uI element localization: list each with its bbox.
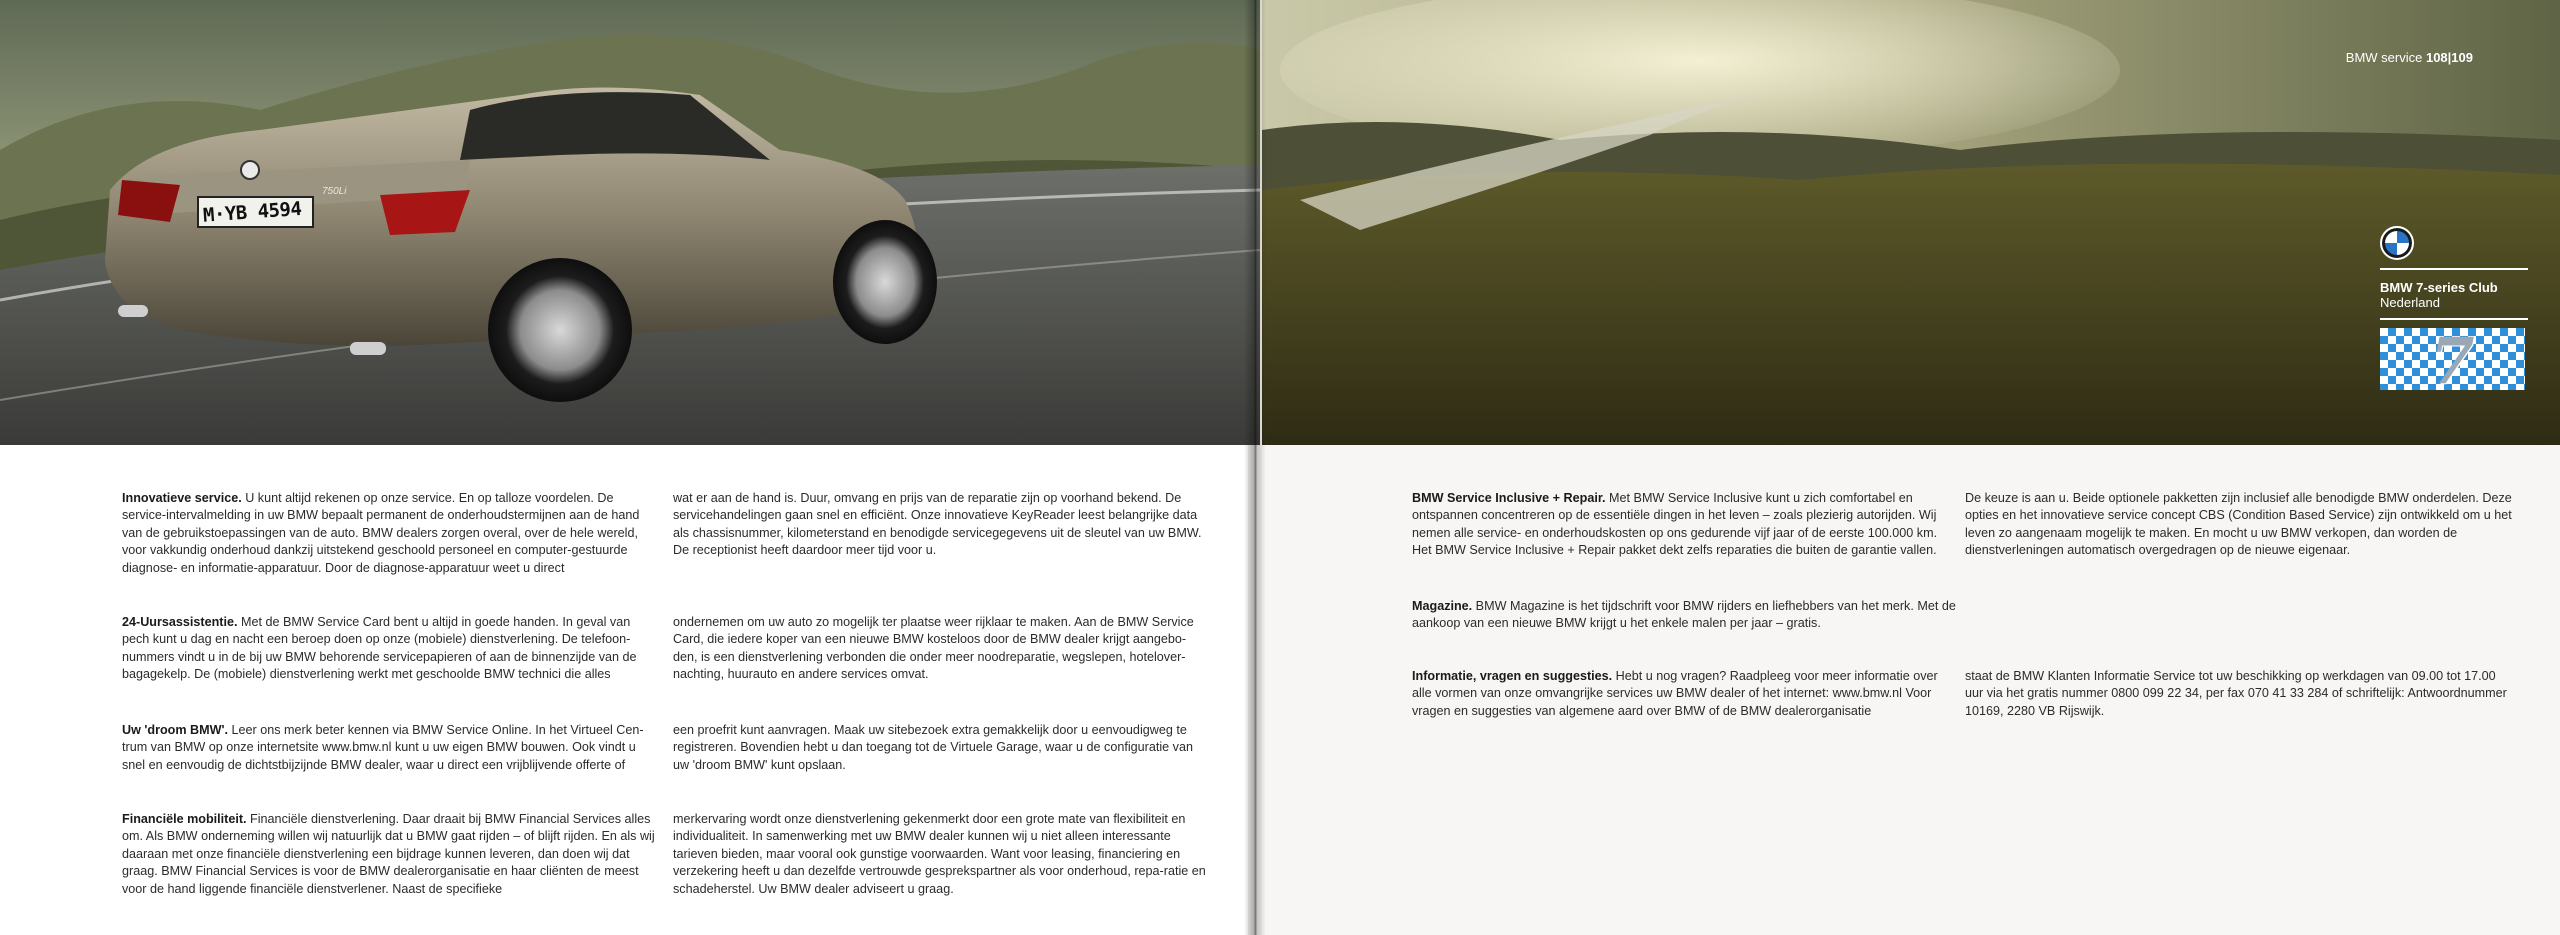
club-logo [2380,226,2528,396]
book-gutter [1244,0,1266,935]
informatie-col2 [1965,668,2515,720]
informatie-col1 [1412,668,1957,720]
body-text: U kunt altijd rekenen op onze service. En op talloze voordelen. De service-intervalmelding in uw BMW bepaalt permanent de onderhoudstermijnen aan de hand van de gebruikstoepassingen van de auto. BMW dealers zorgen overal, over de hele wereld, voor vakkundig onderhoud dankzij uitstekend geschoold personeel en computer-gestuurde diagnose- en informatie-apparatuur. Door de diagnose-apparatuur weet u direct [122,491,640,575]
club-title: BMW 7-series Club [2380,280,2498,295]
service-inclusive-col1 [1412,490,1957,560]
body-text: staat de BMW Klanten Informatie Service tot uw beschikking op werkdagen van 09.00 tot 17.00 uur via het gratis nummer 0800 099 22 34, per fax 070 41 33 284 of schriftelijk: Antwoordnummer 10169, 2280 VB Rijswijk. [1965,669,2507,718]
divider [2380,318,2528,320]
section-heading: BMW Service Inclusive + Repair. [1412,491,1606,505]
license-plate: M·YB 4594 [202,197,303,227]
model-badge: 750Li [322,186,347,197]
hero-photo [0,0,2560,445]
body-text: merkervaring wordt onze dienstverlening gekenmerkt door een grote mate van flexibiliteit en individualiteit. In samenwerking met uw BMW dealer kunnen wij u niet alleen interessante tarieven bieden, maar vooral ook gunstige voorwaarden. Want voor leasing, financiering en verzekering heeft u dan dezelfde vertrouwde gesprekspartner als voor onderhoud, repa-ratie en schadeherstel. Uw BMW dealer adviseert u graag. [673,812,1206,896]
seven-series-badge-icon: 7 [2380,328,2525,390]
folio-pages: 108|109 [2425,50,2473,65]
uursassistentie-col2 [673,614,1208,684]
section-heading: Uw 'droom BMW'. [122,723,229,737]
section-heading: 24-Uursassistentie. [122,615,238,629]
body-text: Hebt u nog vragen? Raadpleeg voor meer informatie over alle vormen van onze omvangrijke services uw BMW dealer of het internet: www.bmw.nl Voor vragen en suggesties van algemene aard over BMW of de BMW dealerorganisatie [1412,669,1938,718]
innovatieve-service-col1 [122,490,657,577]
body-text: wat er aan de hand is. Duur, omvang en prijs van de reparatie zijn op voorhand bekend. De servicehandelingen gaan snel en efficiënt. Onze innovatieve KeyReader leest belangrijke data als chassisnummer, kilometerstand en benodigde servicegegevens uit de sleutel van uw BMW. De receptionist heeft daardoor meer tijd voor u. [673,491,1202,558]
financiele-mobiliteit-col1 [122,811,657,898]
section-heading: Magazine. [1412,599,1473,613]
body-text: Financiële dienstverlening. Daar draait bij BMW Financial Services alles om. Als BMW onderneming willen wij natuurlijk dat u BMW gaat rijden – of blijft rijden. En als wij daaraan met onze financiële dienstverlening een bijdrage kunnen leveren, dan doen wij dat graag. BMW Financial Services is voor de BMW dealerorganisatie en haar cliënten de meest voor de hand liggende financiële dienstverlener. Naast de specifieke [122,812,655,896]
divider [2380,268,2528,270]
droom-bmw-col2 [673,722,1208,774]
droom-bmw-col1 [122,722,657,774]
folio-section: BMW service [2345,50,2423,65]
page-folio [2346,50,2473,65]
section-heading: Innovatieve service. [122,491,242,505]
body-text: BMW Magazine is het tijdschrift voor BMW rijders en liefhebbers van het merk. Met de aankoop van een nieuwe BMW krijgt u het enkele malen per jaar – gratis. [1412,599,1956,631]
uursassistentie-col1 [122,614,657,684]
financiele-mobiliteit-col2 [673,811,1208,898]
service-inclusive-col2 [1965,490,2515,560]
magazine-col1 [1412,598,1957,633]
body-text: ondernemen om uw auto zo mogelijk ter plaatse weer rijklaar te maken. Aan de BMW Service Card, die iedere koper van een nieuwe BMW kosteloos door de BMW dealer krijgt aangebo-den, is een dienstverlening verbonden die onder meer noodreparatie, wegslepen, hotelover-nachting, huurauto en andere services omvat. [673,615,1194,682]
section-heading: Informatie, vragen en suggesties. [1412,669,1613,683]
bmw-roundel-icon [2380,226,2414,260]
innovatieve-service-col2 [673,490,1208,560]
club-subtitle: Nederland [2380,295,2440,310]
body-text: Met BMW Service Inclusive kunt u zich comfortabel en ontspannen concentreren op de essentiële dingen in het leven – zoals plezierig autorijden. Wij nemen alle service- en onderhoudskosten op ons gedurende vijf jaar of de eerste 100.000 km. Het BMW Service Inclusive + Repair pakket dekt zelfs reparaties die buiten de garantie vallen. [1412,491,1938,558]
body-text: Leer ons merk beter kennen via BMW Service Online. In het Virtueel Cen-trum van BMW op onze internetsite www.bmw.nl kunt u uw eigen BMW bouwen. Ook vindt u snel en eenvoudig de dichtstbijzijnde BMW dealer, waar u direct een vrijblijvende offerte of [122,723,644,772]
body-text: een proefrit kunt aanvragen. Maak uw sitebezoek extra gemakkelijk door u eenvoudigweg te registreren. Bovendien hebt u dan toegang tot de Virtuele Garage, waar u de configuratie van uw 'droom BMW' kunt opslaan. [673,723,1193,772]
body-text: De keuze is aan u. Beide optionele pakketten zijn inclusief alle benodigde BMW onderdelen. Deze opties en het innovatieve service concept CBS (Condition Based Service) zijn ontwikkeld om u het leven zo aangenaam mogelijk te maken. En mocht u uw BMW verkopen, dan worden de dienstverleningen automatisch overgedragen op de nieuwe eigenaar. [1965,491,2512,558]
section-heading: Financiële mobiliteit. [122,812,247,826]
body-text: Met de BMW Service Card bent u altijd in goede handen. In geval van pech kunt u dag en nacht een beroep doen op onze (mobiele) dienstverlening. De telefoon-nummers vindt u in de bij uw BMW behorende servicepapieren of aan de binnenzijde van de bagagekelp. De (mobiele) dienstverlening werkt met geschoolde BMW technici die alles [122,615,637,682]
